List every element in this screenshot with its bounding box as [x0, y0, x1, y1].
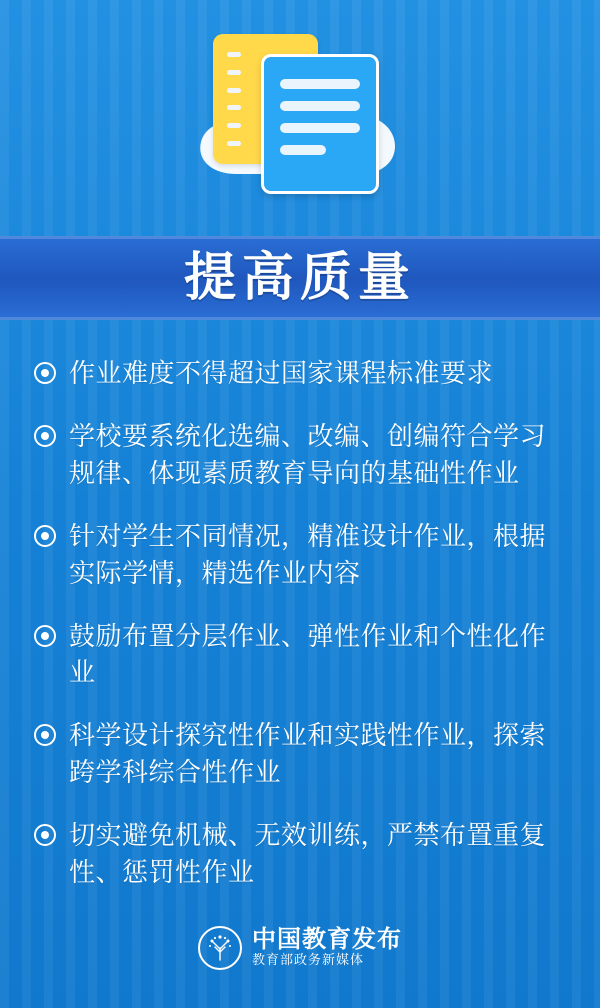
logo-sub-text: 教育部政务新媒体 — [252, 952, 365, 968]
logo-main-text: 中国教育发布 — [252, 925, 402, 954]
document-lines — [280, 79, 360, 155]
document-spine — [227, 52, 241, 146]
list-item — [34, 419, 566, 493]
title-banner — [0, 236, 600, 320]
list-item-text: 鼓励布置分层作业、弹性作业和个性化作业 — [69, 621, 547, 689]
list-item — [34, 356, 566, 393]
bullet-circle-icon — [34, 425, 56, 447]
bullet-circle-icon — [34, 824, 56, 846]
list-item-text: 作业难度不得超过国家课程标准要求 — [69, 359, 494, 389]
header-illustration — [0, 0, 600, 232]
list-item — [34, 619, 566, 693]
list-item-text: 科学设计探究性作业和实践性作业，探索跨学科综合性作业 — [69, 721, 547, 789]
document-front-icon — [261, 54, 379, 194]
list-item — [34, 818, 566, 892]
bullet-circle-icon — [34, 362, 56, 384]
list-item — [34, 718, 566, 792]
page-title: 提高质量 — [183, 248, 416, 308]
list-item-text: 学校要系统化选编、改编、创编符合学习规律、体现素质教育导向的基础性作业 — [69, 421, 547, 489]
list-item-text: 切实避免机械、无效训练，严禁布置重复性、惩罚性作业 — [69, 821, 547, 889]
documents-icon — [205, 26, 395, 201]
bullet-circle-icon — [34, 525, 56, 547]
list-item — [34, 519, 566, 593]
logo-emblem-icon — [198, 926, 242, 970]
footer-logo — [0, 926, 600, 970]
bullet-circle-icon — [34, 625, 56, 647]
guideline-list — [34, 356, 566, 892]
list-item-text: 针对学生不同情况，精准设计作业，根据实际学情，精选作业内容 — [69, 521, 547, 589]
logo-text-block — [252, 926, 402, 969]
bullet-circle-icon — [34, 724, 56, 746]
